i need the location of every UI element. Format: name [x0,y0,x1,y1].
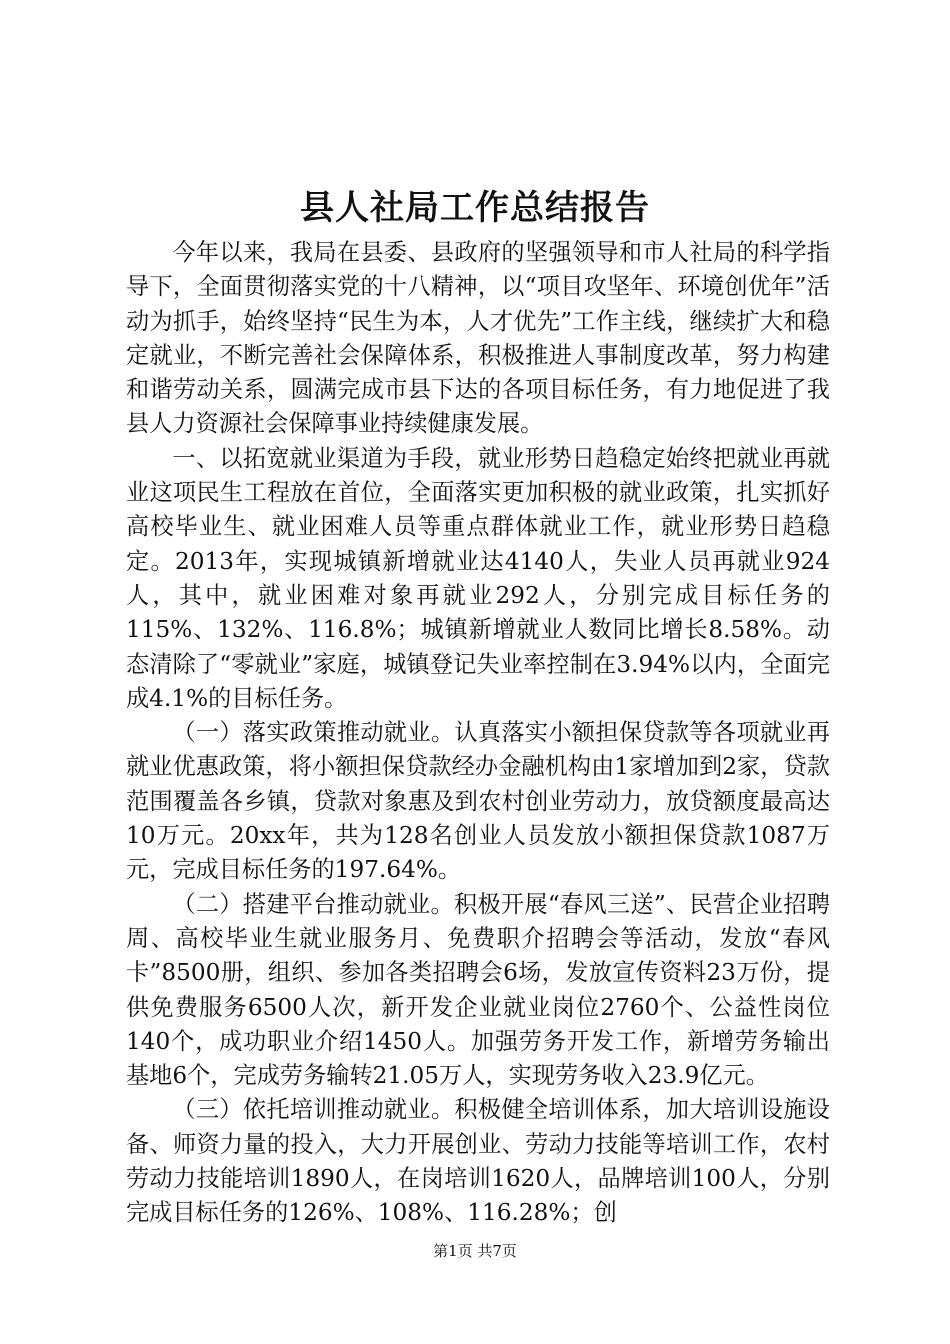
page-number: 第1页 共7页 [433,1242,517,1260]
document-body [126,236,830,1231]
document-title: 县人社局工作总结报告 [300,188,650,228]
paragraph-section-1: 一、以拓宽就业渠道为手段，就业形势日趋稳定始终把就业再就业这项民生工程放在首位，全面落实更加积极的就业政策，扎实抓好高校毕业生、就业困难人员等重点群体就业工作，就业形势日趋稳定。2013年，实现城镇新增就业达4140人，失业人员再就业924人，其中，就业困难对象再就业292人，分别完成目标任务的115%、132%、116.8%；城镇新增就业人数同比增长8.58%。动态清除了“零就业”家庭，城镇登记失业率控制在3.94%以内，全面完成4.1%的目标任务。 [126,444,830,712]
paragraph-subsection-3: （三）依托培训推动就业。积极健全培训体系，加大培训设施设备、师资力量的投入，大力开展创业、劳动力技能等培训工作，农村劳动力技能培训1890人，在岗培训1620人，品牌培训100人，分别完成目标任务的126%、108%、116.28%；创 [126,1096,830,1227]
page-footer [0,1241,950,1261]
paragraph-subsection-1: （一）落实政策推动就业。认真落实小额担保贷款等各项就业再就业优惠政策，将小额担保贷款经办金融机构由1家增加到2家，贷款范围覆盖各乡镇，贷款对象惠及到农村创业劳动力，放贷额度最高达10万元。20xx年，共为128名创业人员发放小额担保贷款1087万元，完成目标任务的197.64%。 [126,719,830,884]
paragraph-subsection-2: （二）搭建平台推动就业。积极开展“春风三送”、民营企业招聘周、高校毕业生就业服务月、免费职介招聘会等活动，发放“春风卡”8500册，组织、参加各类招聘会6场，发放宣传资料23万份，提供免费服务6500人次，新开发企业就业岗位2760个、公益性岗位140个，成功职业介绍1450人。加强劳务开发工作，新增劳务输出基地6个，完成劳务输转21.05万人，实现劳务收入23.9亿元。 [126,890,830,1090]
paragraph-intro: 今年以来，我局在县委、县政府的坚强领导和市人社局的科学指导下，全面贯彻落实党的十八精神，以“项目攻坚年、环境创优年”活动为抓手，始终坚持“民生为本，人才优先”工作主线，继续扩大和稳定就业，不断完善社会保障体系，积极推进人事制度改革，努力构建和谐劳动关系，圆满完成市县下达的各项目标任务，有力地促进了我县人力资源社会保障事业持续健康发展。 [126,239,830,438]
